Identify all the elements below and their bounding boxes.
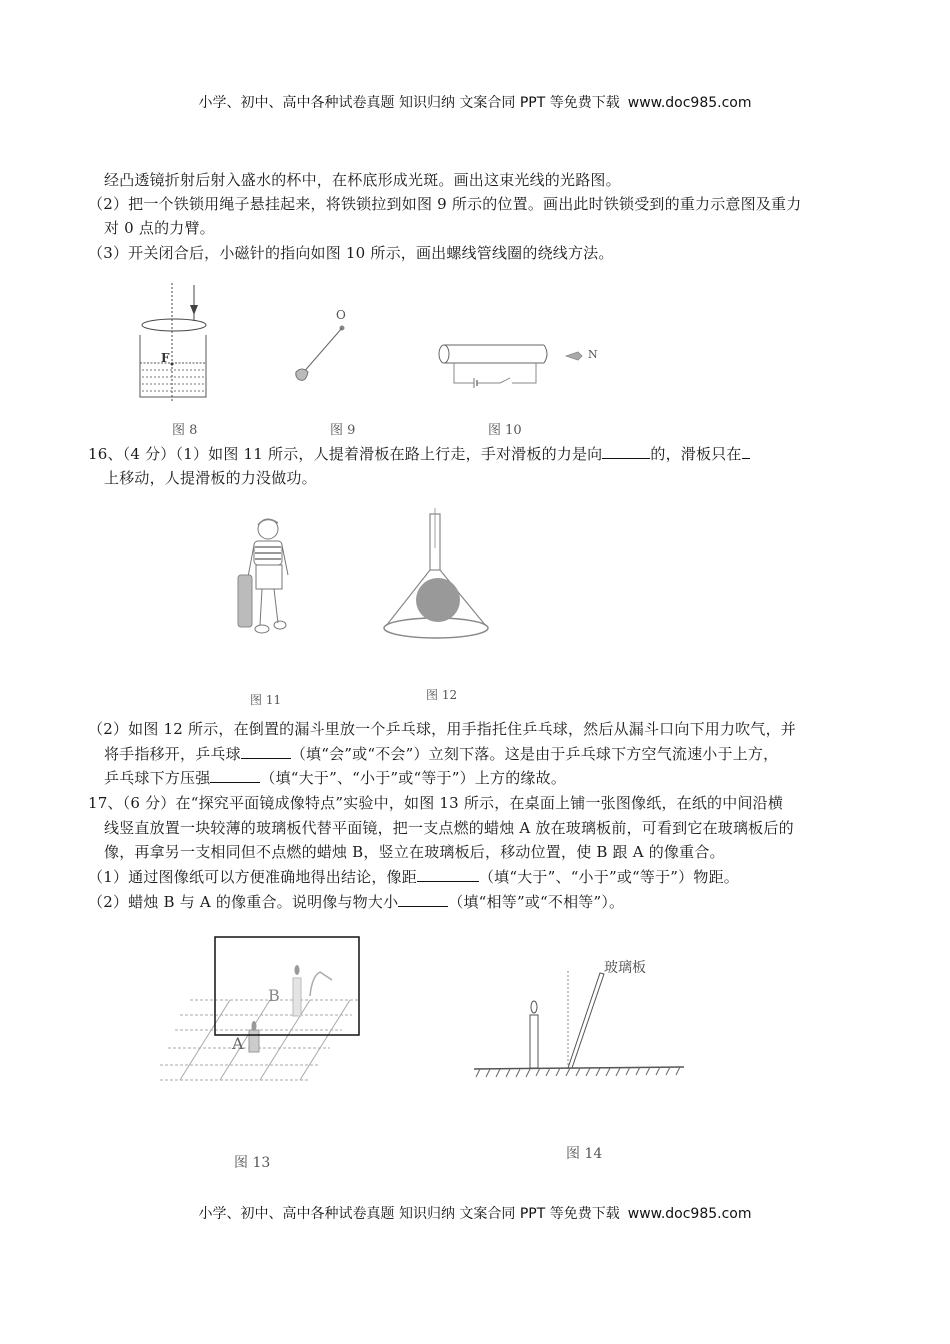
figure-10 xyxy=(436,338,616,398)
glass-plate xyxy=(568,973,604,1068)
blank-skateboard-motion[interactable] xyxy=(742,445,750,459)
header-banner xyxy=(0,92,950,112)
q16-line2: 上移动，人提滑板的力没做功。 xyxy=(104,469,317,487)
blank-force-direction[interactable] xyxy=(602,445,650,459)
header-text: 小学、初中、高中各种试卷真题 知识归纳 文案合同 PPT 等免费下载 xyxy=(198,95,620,111)
arrow-down-icon xyxy=(190,305,198,315)
figure-14-caption: 图 14 xyxy=(566,1146,603,1162)
pivot-o-label: O xyxy=(336,308,346,322)
skateboard-icon xyxy=(238,575,252,627)
solenoid-circuit-diagram xyxy=(436,338,616,398)
plane-mirror-grid-diagram xyxy=(160,930,380,1095)
candle-icon xyxy=(530,1015,538,1068)
candle-b xyxy=(293,978,301,1016)
q17-line2: 线竖直放置一块较薄的玻璃板代替平面镜，把一支点燃的蜡烛 A 放在玻璃板前，可看到它在玻璃板后的 xyxy=(104,819,794,837)
q16-part2-line3: 乒乓球下方压强 （填“大于”、“小于”或“等于”）上方的缘故。 xyxy=(104,769,567,787)
figure-12-caption: 图 12 xyxy=(426,688,458,702)
q15-line1: 经凸透镜折射后射入盛水的杯中，在杯底形成光斑。画出这束光线的光路图。 xyxy=(104,171,621,189)
q17-part2: （2）蜡烛 B 与 A 的像重合。说明像与物大小 （填“相等”或“不相等”）。 xyxy=(88,893,625,911)
blank-ball-fall[interactable] xyxy=(241,745,291,759)
q16-part2-line1: （2）如图 12 所示，在倒置的漏斗里放一个乒乓球，用手指托住乒乓球，然后从漏斗口向下用力吹气，并 xyxy=(88,720,796,738)
candle-a-label: A xyxy=(232,1034,244,1053)
compass-needle-icon xyxy=(566,352,582,360)
figure-14 xyxy=(474,955,694,1085)
header-url[interactable]: www.doc985.com xyxy=(627,95,752,111)
lock-icon xyxy=(296,369,308,380)
blank-image-distance[interactable] xyxy=(417,868,479,882)
figure-8 xyxy=(130,283,240,403)
footer-url[interactable]: www.doc985.com xyxy=(627,1206,752,1222)
q15-part2-line2: 对 0 点的力臂。 xyxy=(104,219,215,237)
candle-b-label: B xyxy=(268,986,280,1005)
q17-part1: （1）通过图像纸可以方便准确地得出结论，像距 （填“大于”、“小于”或“等于”）物距。 xyxy=(88,868,739,886)
funnel-pingpong-diagram xyxy=(382,508,492,643)
figure-13 xyxy=(160,930,380,1095)
figure-9 xyxy=(290,310,360,390)
lens-beaker-diagram xyxy=(130,283,240,403)
figure-8-caption: 图 8 xyxy=(172,423,198,438)
figure-9-caption: 图 9 xyxy=(330,423,356,438)
q15-part3-line1: （3）开关闭合后，小磁针的指向如图 10 所示，画出螺线管线圈的绕线方法。 xyxy=(88,244,614,262)
hand-icon xyxy=(310,972,332,996)
switch-icon xyxy=(500,378,510,383)
blank-pressure-compare[interactable] xyxy=(210,769,260,783)
q17-line1: 17、（6 分）在“探究平面镜成像特点”实验中，如图 13 所示，在桌面上铺一张图像纸，在纸的中间沿横 xyxy=(88,794,784,812)
glass-plate-label: 玻璃板 xyxy=(604,960,646,976)
figure-12 xyxy=(382,508,492,643)
blank-image-size[interactable] xyxy=(398,893,448,907)
boy-with-skateboard-illustration xyxy=(236,515,296,650)
q17-line3: 像，再拿另一支相同但不点燃的蜡烛 B，竖立在玻璃板后，移动位置，使 B 跟 A 的像重合。 xyxy=(104,843,725,861)
candle-glass-plate-diagram xyxy=(474,955,694,1085)
figure-11-caption: 图 11 xyxy=(250,693,282,707)
footer-text: 小学、初中、高中各种试卷真题 知识归纳 文案合同 PPT 等免费下载 xyxy=(198,1206,620,1222)
q16-line1: 16、（4 分）（1）如图 11 所示，人提着滑板在路上行走，手对滑板的力是向 的，滑板只在 xyxy=(88,444,750,464)
q16-part2-line2: 将手指移开，乒乓球 （填“会”或“不会”）立刻下落。这是由于乒乓球下方空气流速小于上方， xyxy=(104,745,779,763)
figure-13-caption: 图 13 xyxy=(234,1155,271,1171)
candle-a xyxy=(249,1030,259,1052)
figure-10-caption: 图 10 xyxy=(488,423,522,438)
pingpong-ball xyxy=(416,578,460,622)
flame-icon xyxy=(531,1001,537,1013)
figure-11 xyxy=(236,515,296,650)
footer-banner xyxy=(0,1203,950,1223)
q15-part2-line1: （2）把一个铁锁用绳子悬挂起来，将铁锁拉到如图 9 所示的位置。画出此时铁锁受到的重力示意图及重力 xyxy=(88,195,802,213)
north-label: N xyxy=(588,348,598,361)
pendulum-lock-diagram xyxy=(290,310,360,390)
focus-label: F xyxy=(161,351,170,365)
